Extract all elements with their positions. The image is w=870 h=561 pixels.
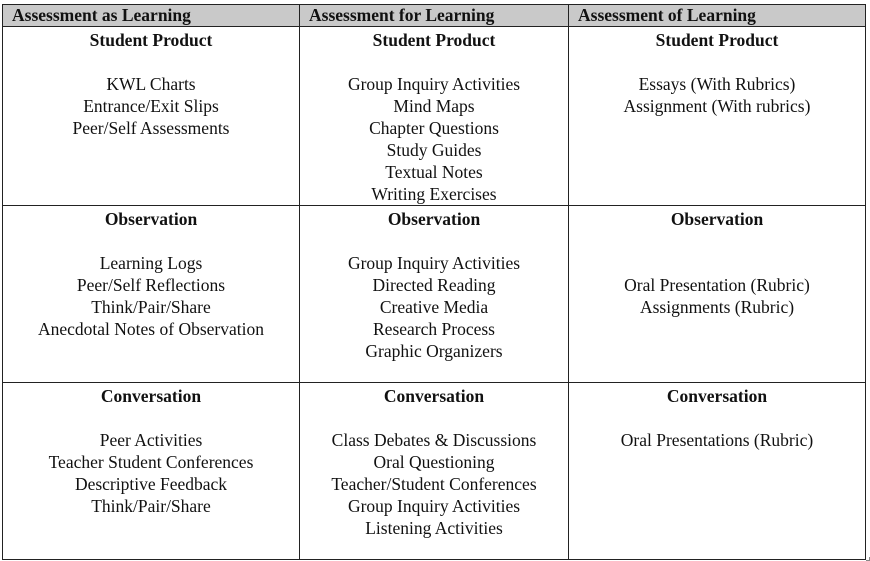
list-item: Creative Media: [379, 297, 489, 317]
header-as-learning: Assessment as Learning: [3, 5, 300, 27]
header-for-learning: Assessment for Learning: [300, 5, 569, 27]
observation-row: [3, 206, 866, 383]
table-cell: [569, 206, 866, 383]
list-item: Entrance/Exit Slips: [83, 96, 219, 116]
header-of-learning: Assessment of Learning: [569, 5, 866, 27]
list-item: Oral Questioning: [373, 452, 495, 472]
list-item: Textual Notes: [385, 162, 483, 182]
table-cell: [300, 383, 569, 560]
cell-title: Observation: [670, 209, 764, 229]
list-item: Assignments (Rubric): [639, 297, 795, 317]
list-item: Oral Presentations (Rubric): [620, 430, 814, 450]
list-item: Writing Exercises: [371, 184, 497, 204]
list-item: Peer/Self Reflections: [76, 275, 226, 295]
table-resize-handle-icon: [866, 557, 870, 561]
list-item: Think/Pair/Share: [91, 496, 211, 516]
table-cell: [569, 383, 866, 560]
list-item: KWL Charts: [106, 74, 196, 94]
list-item: Class Debates & Discussions: [331, 430, 537, 450]
list-item: Listening Activities: [365, 518, 503, 538]
table-cell: [300, 206, 569, 383]
list-item: Learning Logs: [99, 253, 203, 273]
list-item: Directed Reading: [372, 275, 496, 295]
list-item: Descriptive Feedback: [74, 474, 228, 494]
list-item: Oral Presentation (Rubric): [624, 275, 810, 295]
table-cell: [3, 206, 300, 383]
cell-title: Student Product: [89, 30, 213, 50]
list-item: Teacher Student Conferences: [48, 452, 254, 472]
list-item: Research Process: [373, 319, 495, 339]
table-cell: [3, 27, 300, 206]
cell-title: Observation: [387, 209, 481, 229]
list-item: Study Guides: [386, 140, 482, 160]
table-cell: [569, 27, 866, 206]
list-item: Mind Maps: [393, 96, 475, 116]
list-item: Peer Activities: [99, 430, 203, 450]
list-item: Group Inquiry Activities: [347, 496, 521, 516]
cell-title: Student Product: [372, 30, 496, 50]
header-row: [3, 5, 866, 27]
list-item: Teacher/Student Conferences: [331, 474, 537, 494]
list-item: Peer/Self Assessments: [72, 118, 230, 138]
list-item: Think/Pair/Share: [91, 297, 211, 317]
student-product-row: [3, 27, 866, 206]
cell-title: Observation: [104, 209, 198, 229]
list-item: Essays (With Rubrics): [638, 74, 796, 94]
list-item: [569, 252, 865, 274]
list-item: Graphic Organizers: [365, 341, 503, 361]
table-cell: [3, 383, 300, 560]
list-item: Assignment (With rubrics): [623, 96, 811, 116]
cell-title: Conversation: [100, 386, 202, 406]
list-item: Anecdotal Notes of Observation: [38, 319, 264, 339]
cell-title: Conversation: [383, 386, 485, 406]
conversation-row: [3, 383, 866, 560]
list-item: Group Inquiry Activities: [347, 253, 521, 273]
cell-title: Conversation: [666, 386, 768, 406]
list-item: Chapter Questions: [369, 118, 499, 138]
cell-title: Student Product: [655, 30, 779, 50]
assessment-table: [2, 4, 866, 560]
table-cell: [300, 27, 569, 206]
list-item: Group Inquiry Activities: [347, 74, 521, 94]
